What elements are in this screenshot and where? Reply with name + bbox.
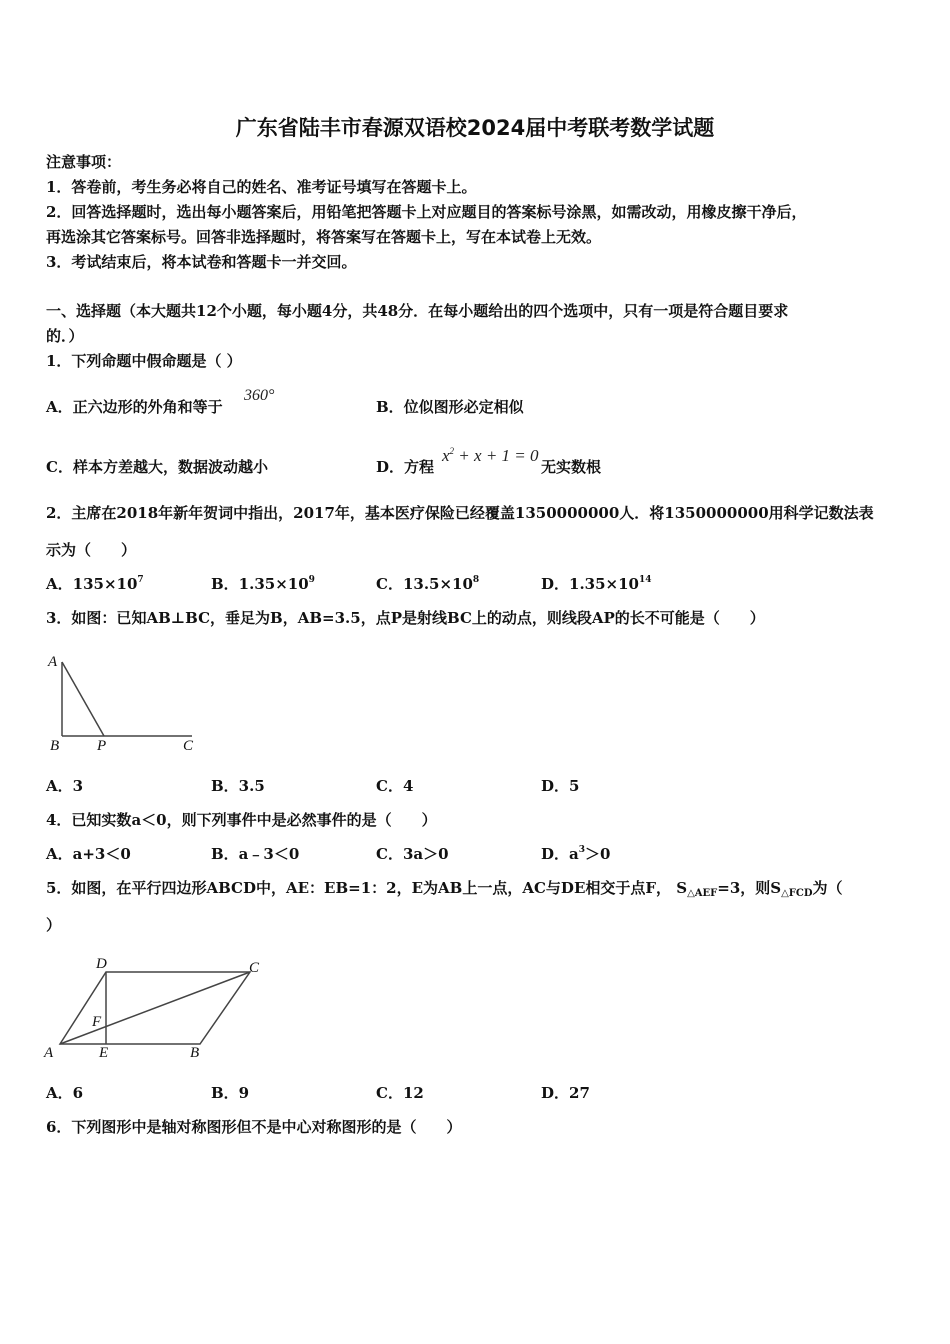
q5-stem-2: ） [46, 916, 62, 934]
q1-eq-exp: 2 [449, 446, 455, 456]
q3-figure [44, 648, 204, 758]
q5-option-d: D．27 [541, 1084, 590, 1102]
section-line-2: 的．） [46, 327, 84, 345]
q1-option-c: C．样本方差越大，数据波动越小 [46, 458, 268, 476]
q3-segment-ap [62, 662, 104, 736]
q1-option-d-post: 无实数根 [541, 458, 602, 476]
q1-option-a-math: 360° [244, 387, 275, 404]
q1-eq-rest: + x + 1 = 0 [454, 446, 539, 465]
q4-d-post: ＞0 [585, 845, 611, 863]
q2-a-base: A．135×10 [46, 575, 138, 593]
q4-option-d [541, 844, 610, 864]
q5-label-a: A [44, 1045, 54, 1061]
q1-option-d [376, 457, 434, 477]
q5-label-c: C [249, 960, 260, 976]
q2-option-a [46, 574, 144, 594]
q6-stem: 6．下列图形中是轴对称图形但不是中心对称图形的是（ ） [46, 1118, 462, 1136]
q1-option-a [46, 397, 223, 417]
q4-stem: 4．已知实数a＜0，则下列事件中是必然事件的是（ ） [46, 811, 437, 829]
q2-option-c [376, 574, 479, 594]
q5-label-b: B [190, 1045, 200, 1061]
q4-d-pre: D．a [541, 845, 579, 863]
q5-option-c: C．12 [376, 1084, 424, 1102]
q4-option-c: C．3a＞0 [376, 845, 449, 863]
q1-option-a-text: A．正六边形的外角和等于 [46, 398, 223, 416]
q4-option-a: A．a+3＜0 [46, 845, 131, 863]
q5-label-e: E [99, 1045, 109, 1061]
q5-figure [40, 952, 270, 1064]
q5-diagonal-ac [60, 972, 250, 1044]
q2-c-exp: 8 [472, 575, 480, 585]
q5-stem-mid: =3，则S [717, 879, 782, 897]
q2-b-base: B．1.35×10 [211, 575, 309, 593]
note-3: 3．考试结束后，将本试卷和答题卡一并交回。 [46, 253, 357, 271]
note-1: 1．答卷前，考生务必将自己的姓名、准考证号填写在答题卡上。 [46, 178, 477, 196]
page-title: 广东省陆丰市春源双语校2024届中考联考数学试题 [235, 116, 715, 140]
q2-option-d [541, 574, 652, 594]
q1-option-d-pre: D．方程 [376, 458, 435, 476]
q2-stem-1: 2．主席在2018年新年贺词中指出，2017年，基本医疗保险已经覆盖1350000000人．将1350000000用科学记数法表 [46, 504, 874, 522]
q4-option-b: B．a﹣3＜0 [211, 845, 300, 863]
q2-d-base: D．1.35×10 [541, 575, 639, 593]
section-line-1: 一、选择题（本大题共12个小题，每小题4分，共48分．在每小题给出的四个选项中，只有一项是符合题目要求 [46, 302, 789, 320]
q3-stem: 3．如图：已知AB⊥BC，垂足为B，AB=3.5，点P是射线BC上的动点，则线段AP的长不可能是（ ） [46, 609, 765, 627]
note-2b: 再选涂其它答案标号。回答非选择题时，将答案写在答题卡上，写在本试卷上无效。 [46, 228, 602, 246]
q5-stem-post: 为（ [812, 879, 843, 897]
q1-eq-x: x [442, 446, 450, 465]
q2-b-exp: 9 [308, 575, 315, 585]
q3-label-a: A [48, 654, 58, 670]
q3-option-b: B．3.5 [211, 777, 265, 795]
q5-stem-1 [46, 878, 843, 898]
q5-sub-aef: △AEF [687, 888, 718, 899]
q5-label-f: F [92, 1014, 102, 1030]
q3-option-d: D．5 [541, 777, 580, 795]
q2-d-exp: 14 [638, 575, 652, 585]
q3-label-c: C [183, 738, 194, 754]
q3-option-a: A．3 [46, 777, 84, 795]
q3-option-c: C．4 [376, 777, 414, 795]
q2-c-base: C．13.5×10 [376, 575, 473, 593]
q1-stem: 1．下列命题中假命题是（ ） [46, 352, 242, 370]
q2-stem-2: 示为（ ） [46, 541, 137, 559]
q3-label-p: P [97, 738, 107, 754]
q5-stem-pre: 5．如图，在平行四边形ABCD中，AE：EB=1：2，E为AB上一点，AC与DE相交于点F， S [46, 879, 688, 897]
q1-option-b: B．位似图形必定相似 [376, 398, 524, 416]
q5-label-d: D [96, 956, 107, 972]
q2-option-b [211, 574, 315, 594]
q1-option-d-equation [442, 446, 539, 466]
note-2a: 2．回答选择题时，选出每小题答案后，用铅笔把答题卡上对应题目的答案标号涂黑，如需改动，用橡皮擦干净后， [46, 203, 807, 221]
q5-option-b: B．9 [211, 1084, 250, 1102]
q5-option-a: A．6 [46, 1084, 84, 1102]
q5-sub-fcd: △FCD [781, 888, 813, 899]
q2-a-exp: 7 [137, 575, 144, 585]
q4-d-exp: 3 [578, 845, 585, 855]
q3-label-b: B [50, 738, 60, 754]
notes-heading: 注意事项： [46, 153, 122, 171]
